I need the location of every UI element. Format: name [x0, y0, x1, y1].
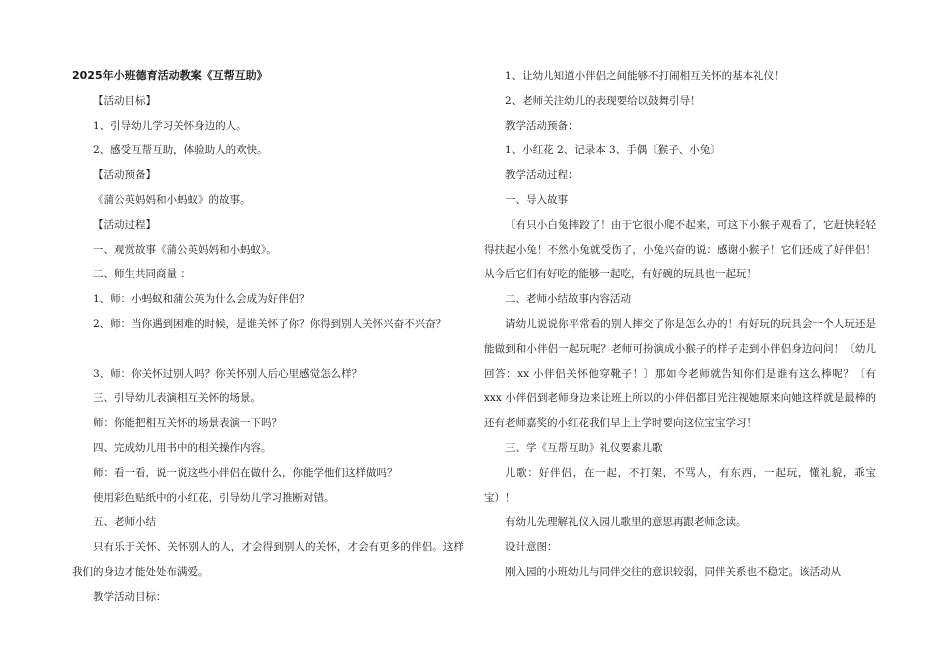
heading-activity-prep: 【活动预备】	[93, 169, 156, 182]
story-paragraph: 〔有只小白兔摔跤了！由于它很小爬不起来，可这下小猴子观看了，它赶快轻轻得扶起小兔！不然小兔就受伤了，小兔兴奋的说：感谢小猴子！它们还成了好伴侣！从今后它们有好吃的能够一起吃，有好碗的玩具也一起玩！	[484, 218, 876, 281]
intro-story-heading: 一、导入故事	[505, 193, 568, 206]
right-column	[484, 64, 876, 585]
spacer	[72, 337, 464, 362]
right-goal-1: 1、让幼儿知道小伴侣之间能够不打闹相互关怀的基本礼仪！	[505, 70, 785, 82]
sticker-instruction: 使用彩色贴纸中的小红花，引导幼儿学习推断对错。	[93, 491, 335, 504]
teacher-prompt-2: 师：看一看，说一说这些小伴侣在做什么，你能学他们这样做吗？	[93, 466, 398, 479]
teaching-prep-items: 1、小红花 2、记录本 3、手偶〔猴子、小兔〕	[505, 144, 721, 157]
teaching-prep-heading: 教学活动预备：	[505, 119, 579, 132]
goal-2: 2、感受互帮互助，体验助人的欢快。	[93, 144, 268, 157]
section-2-heading: 二、老师小结故事内容活动	[505, 293, 631, 306]
section-3-heading: 三、学《互帮互助》礼仪要素儿歌	[505, 441, 663, 454]
process-step-2: 二、师生共同商量 ：	[93, 268, 191, 281]
process-step-4: 四、完成幼儿用书中的相关操作内容。	[93, 441, 272, 454]
heading-activity-process: 【活动过程】	[93, 218, 156, 231]
left-column	[72, 64, 464, 610]
design-intent-heading: 设计意图：	[505, 541, 558, 554]
teaching-process-heading: 教学活动过程：	[505, 169, 579, 182]
design-intent-text: 刚入园的小班幼儿与同伴交往的意识较弱，同伴关系也不稳定。该活动从	[505, 565, 841, 578]
discussion-q2: 2、师：当你遇到困难的时候，是谁关怀了你？你得到别人关怀兴奋不兴奋？	[93, 317, 447, 330]
teacher-prompt-1: 师：你能把相互关怀的场景表演一下吗？	[93, 417, 282, 430]
process-step-1: 一、观赏故事《蒲公英妈妈和小蚂蚁》。	[93, 243, 277, 256]
section-2-paragraph: 请幼儿说说你平常看的别人摔交了你是怎么办的！有好玩的玩具会一个人玩还是能做到和小伴侣一起玩呢？老师可扮演成小猴子的样子走到小伴侣身边问问！〔幼儿回答：xx 小伴侣关怀他穿靴子！〕那如今老师就告知你们是谁有这么棒呢？〔有 xxx 小伴侣到老师身边来让班上所以的小伴侣都目光注视她原来向她这样就是最棒的还有老师嘉奖的小红花我们早上上学时要向这位宝宝学习！	[484, 317, 876, 430]
teaching-goals-heading: 教学活动目标：	[93, 590, 167, 603]
heading-activity-goals: 【活动目标】	[93, 94, 156, 107]
right-goal-2: 2、老师关注幼儿的表现要给以鼓舞引导！	[505, 94, 701, 107]
summary-paragraph: 只有乐于关怀、关怀别人的人，才会得到别人的关怀，才会有更多的伴侣。这样我们的身边才能处处布满爱。	[72, 541, 464, 578]
process-step-5: 五、老师小结	[93, 516, 156, 529]
prep-story: 《蒲公英妈妈和小蚂蚁》的故事。	[93, 193, 251, 206]
discussion-q1: 1、师：小蚂蚁和蒲公英为什么会成为好伴侣？	[93, 293, 310, 306]
section-3-note: 有幼儿先理解礼仪入园儿歌里的意思再跟老师念读。	[505, 516, 747, 529]
document-title: 2025年小班德育活动教案《互帮互助》	[72, 69, 268, 82]
rhyme-paragraph: 儿歌：好伴侣，在一起，不打架，不骂人，有东西，一起玩，懂礼貌，乖宝宝）！	[484, 466, 876, 504]
discussion-q3: 3、师：你关怀过别人吗？你关怀别人后心里感觉怎么样？	[93, 367, 363, 380]
goal-1: 1、引导幼儿学习关怀身边的人。	[93, 119, 247, 132]
process-step-3: 三、引导幼儿表演相互关怀的场景。	[93, 392, 261, 405]
